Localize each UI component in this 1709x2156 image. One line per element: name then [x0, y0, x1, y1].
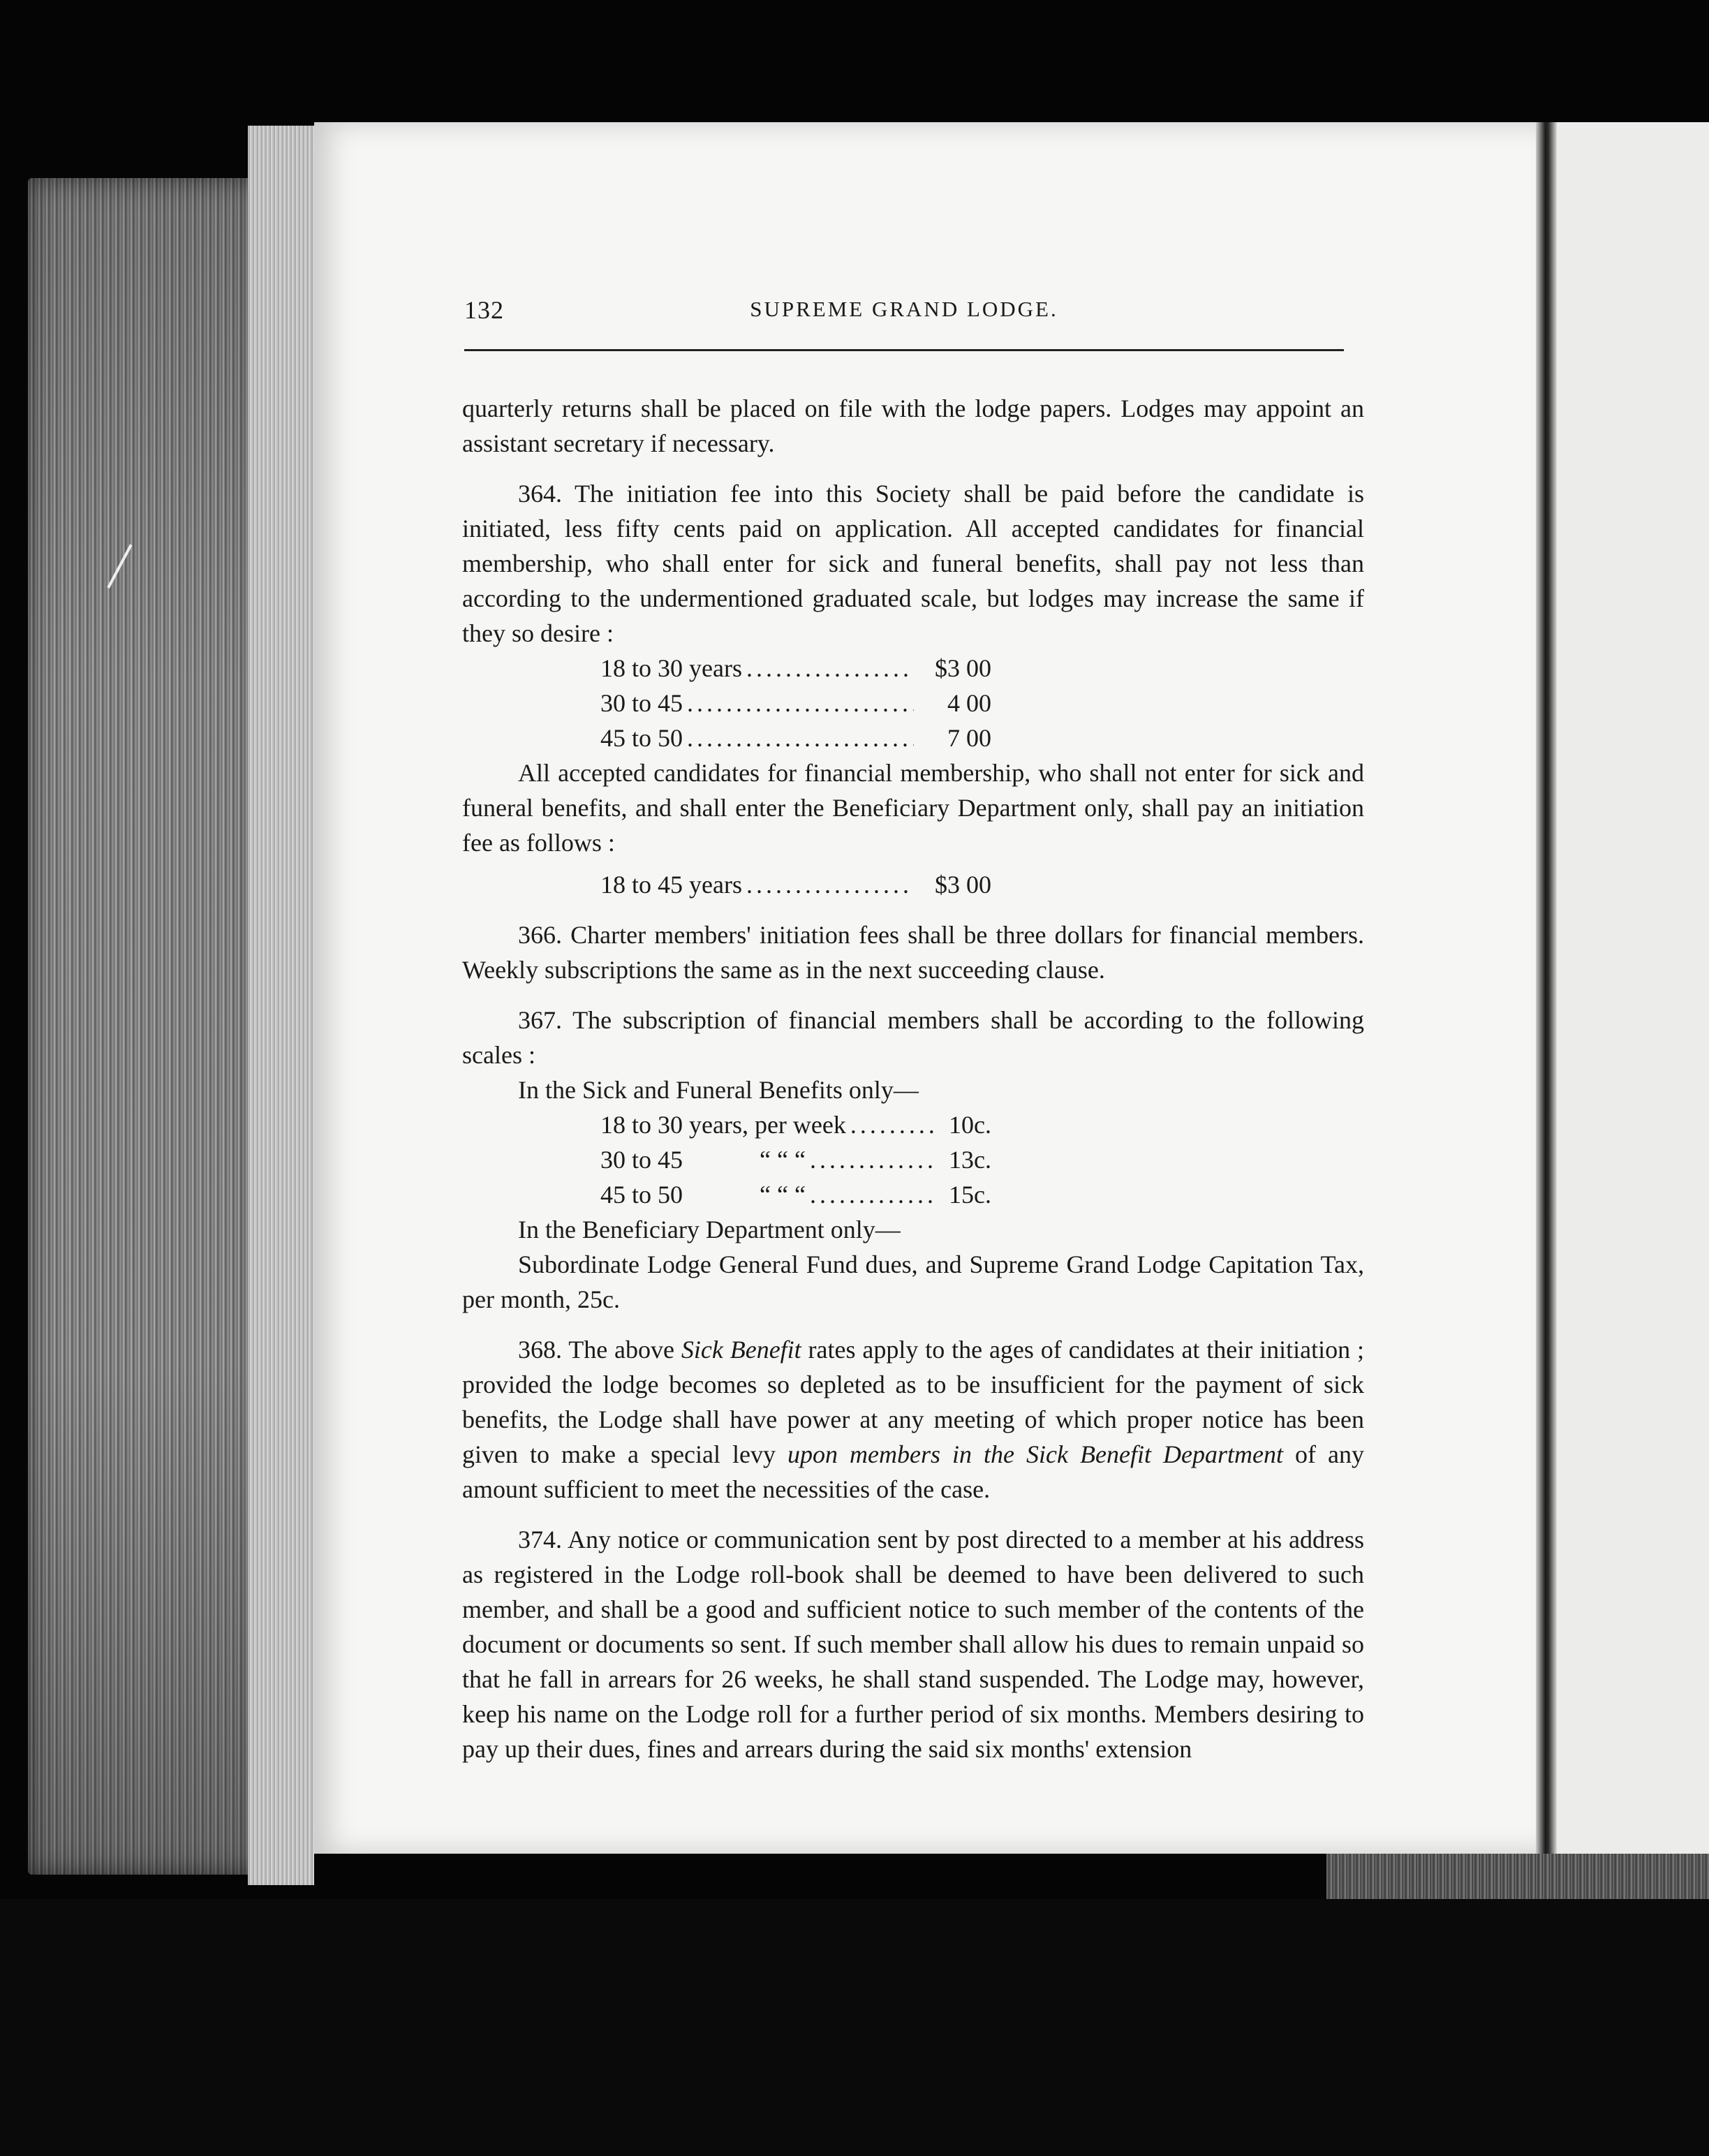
background-band: [0, 1899, 1709, 2156]
section-364: 364. The initiation fee into this Society shall be paid before the candidate is initiated, less fifty cents paid on application. All accepted candidates for financial membership, who shall enter for sick and funeral benefits, shall pay not less than according to the undermentioned graduated scale, but lodges may increase the same if they so desire :: [462, 480, 1364, 647]
subscription-amount: 15c.: [949, 1181, 991, 1209]
page-number: 132: [464, 296, 504, 324]
fee-row: [600, 686, 991, 721]
fee-range: 18 to 30 years: [600, 654, 742, 682]
s368-start: 368. The above: [518, 1336, 681, 1364]
fee-row: [600, 721, 991, 755]
leader-dots: [687, 686, 914, 721]
fee-amount: $3 00: [935, 654, 991, 682]
continued-paragraph: quarterly returns shall be placed on file with the lodge papers. Lodges may appoint an assistant secretary if necessary.: [462, 394, 1364, 457]
ditto-marks: “ “ “: [760, 1146, 806, 1174]
s368-emphasis-1: Sick Benefit: [681, 1336, 801, 1364]
section-374: 374. Any notice or communication sent by post directed to a member at his address as registered in the Lodge roll-book shall be deemed to have been delivered to such member, and shall be a good and sufficient notice to such member of the contents of the document or documents so sent. If such member shall allow his dues to remain unpaid so that he fall in arrears for 26 weeks, he shall stand suspended. The Lodge may, however, keep his name on the Lodge roll for a further period of six months. Members desiring to pay up their dues, fines and arrears during the said six months' extension: [462, 1526, 1364, 1763]
s368-middle: rates apply to the ages of candidates at their initiation ; provided the lodge becomes so depleted as to be insufficient for the payment of sick benefits, the Lodge shall have power at any meeting of which proper notice has been given to make a special levy: [462, 1336, 1365, 1468]
page-stack-shade: [28, 178, 258, 1875]
range-text: 45 to 50: [600, 1181, 683, 1209]
fee-range: 30 to 45: [600, 689, 683, 717]
subscription-range: [600, 1142, 806, 1177]
leader-dots: [810, 1177, 938, 1212]
s368-emphasis-2: upon members in the Sick Benefit Department: [787, 1440, 1283, 1468]
fee-amount: 4 00: [947, 689, 991, 717]
running-head: [464, 295, 1344, 330]
fee-amount: 7 00: [947, 724, 991, 752]
range-text: 30 to 45: [600, 1146, 683, 1174]
leader-dots: [746, 867, 914, 902]
s368-end: of any amount sufficient to meet the necessities of the case.: [462, 1440, 1364, 1503]
subscription-row: [600, 1107, 991, 1142]
subscription-range: 18 to 30 years, per week: [600, 1111, 846, 1139]
section-368: [462, 1332, 1364, 1507]
beneficiary-dues: Subordinate Lodge General Fund dues, and Supreme Grand Lodge Capitation Tax, per month, 25c.: [462, 1250, 1364, 1313]
beneficiary-heading: In the Beneficiary Department only—: [518, 1216, 901, 1243]
fee-range: 18 to 45 years: [600, 871, 742, 899]
subscription-row: [600, 1142, 991, 1177]
running-title: SUPREME GRAND LODGE.: [750, 297, 1058, 321]
subscription-amount: 13c.: [949, 1146, 991, 1174]
section-366: 366. Charter members' initiation fees shall be three dollars for financial members. Weekly subscriptions the same as in the next succeeding clause.: [462, 921, 1364, 984]
beneficiary-paragraph: All accepted candidates for financial membership, who shall not enter for sick and funeral benefits, and shall enter the Beneficiary Department only, shall pay an initiation fee as follows :: [462, 759, 1364, 857]
leader-dots: [746, 651, 914, 686]
leader-dots: [850, 1107, 938, 1142]
leader-dots: [687, 721, 914, 755]
header-rule: [464, 349, 1344, 351]
subscription-amount: 10c.: [949, 1111, 991, 1139]
beneficiary-fee-row: [600, 867, 991, 902]
fee-row: [600, 651, 991, 686]
inner-page-edge: [248, 126, 314, 1885]
fee-range: 45 to 50: [600, 724, 683, 752]
leader-dots: [810, 1142, 938, 1177]
section-367: 367. The subscription of financial members shall be according to the following scales :: [462, 1006, 1364, 1069]
subscription-row: [600, 1177, 991, 1212]
fee-amount: $3 00: [935, 871, 991, 899]
book-gutter: [1536, 122, 1557, 1854]
subscription-range: [600, 1177, 806, 1212]
ditto-marks: “ “ “: [760, 1181, 806, 1209]
facing-page: [1543, 122, 1709, 1854]
page-body: [462, 391, 1364, 1766]
sick-funeral-heading: In the Sick and Funeral Benefits only—: [518, 1076, 919, 1104]
